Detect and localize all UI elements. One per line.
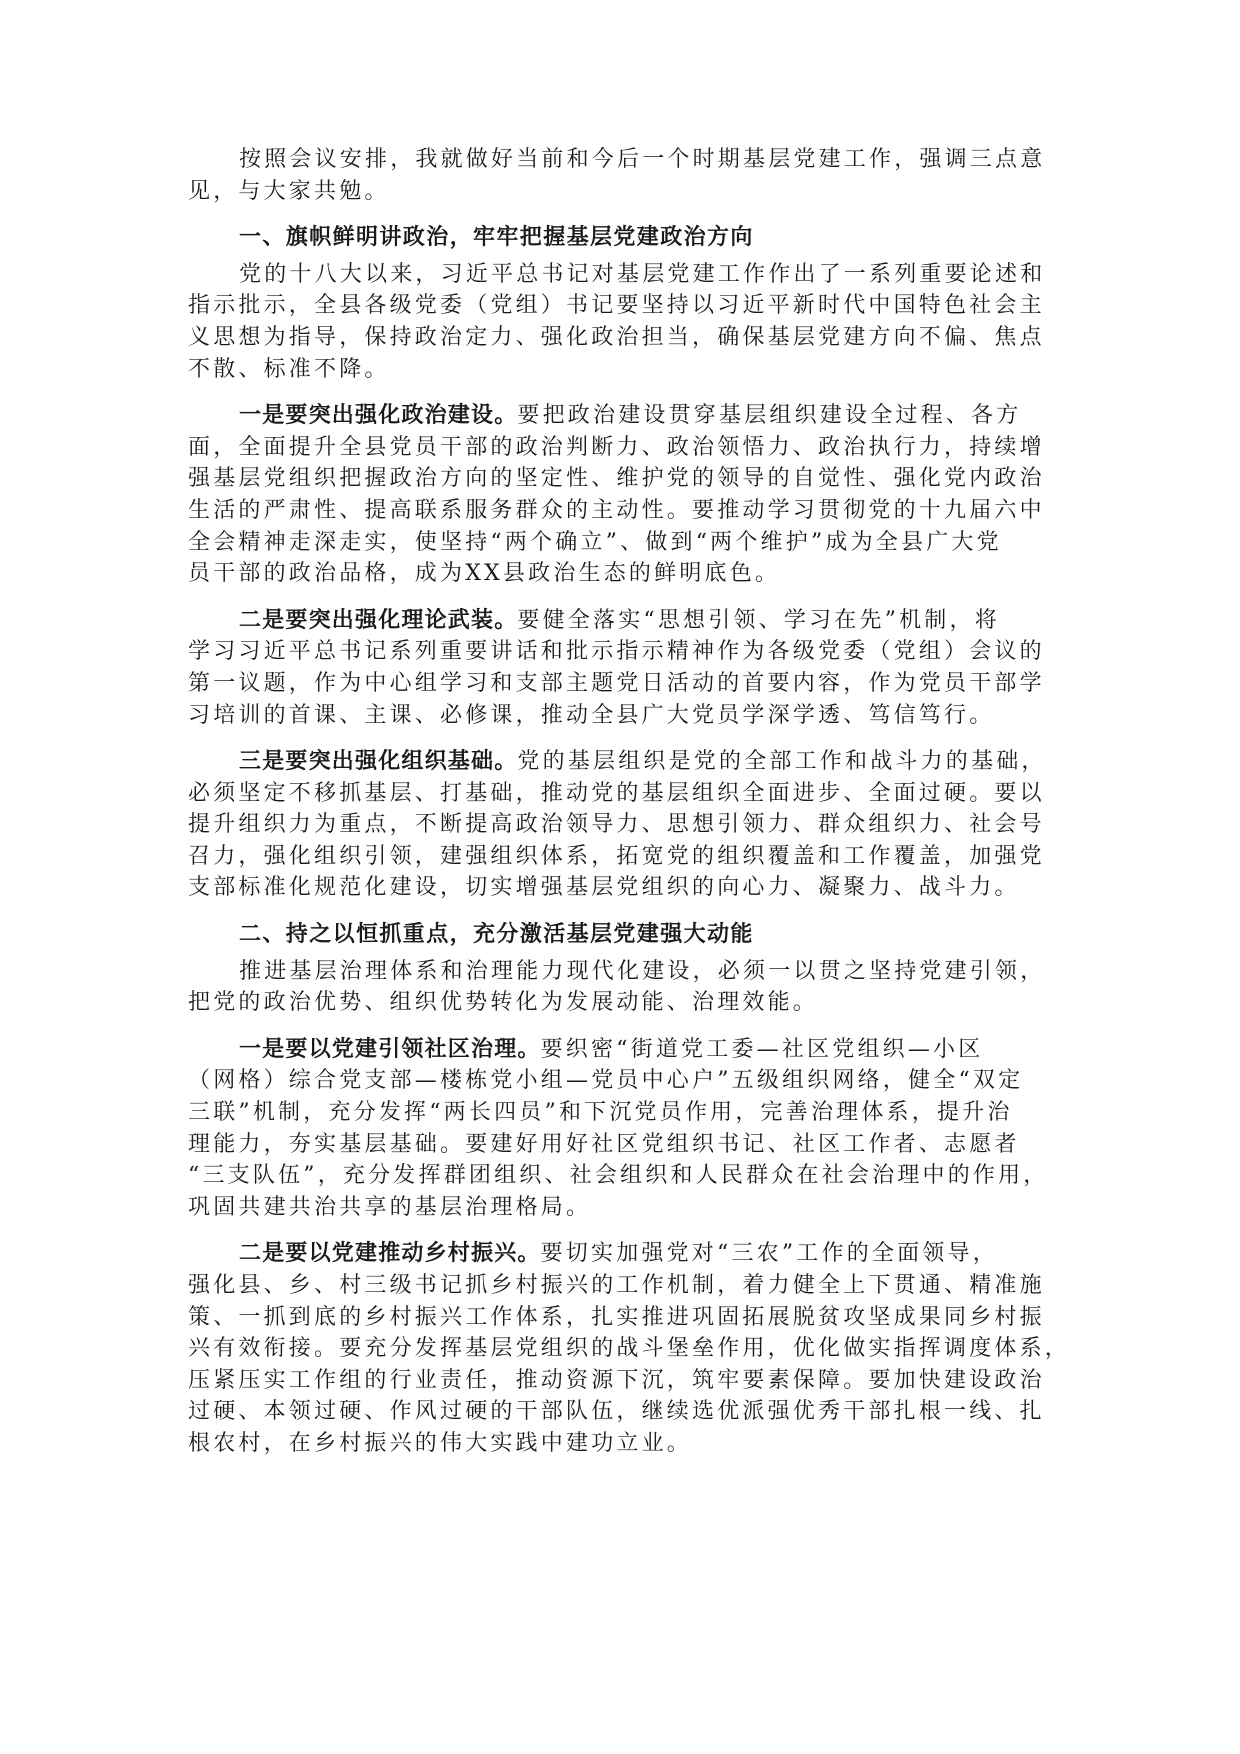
text-line bbox=[188, 1238, 1054, 1270]
text-line: （网格）综合党支部—楼栋党小组—党员中心户”五级组织网络，健全“双定 bbox=[188, 1068, 1024, 1094]
text-line: 召力，强化组织引领，建强组织体系，拓宽党的组织覆盖和工作覆盖，加强党 bbox=[188, 843, 1045, 869]
text-line: 员干部的政治品格，成为XX县政治生态的鲜明底色。 bbox=[188, 561, 781, 587]
text-line: 把党的政治优势、组织优势转化为发展动能、治理效能。 bbox=[188, 990, 819, 1016]
text-line: 巩固共建共治共享的基层治理格局。 bbox=[188, 1194, 592, 1220]
point-lead: 一是要突出强化政治建设。 bbox=[239, 403, 518, 429]
text-line: 指示批示，全县各级党委（党组）书记要坚持以习近平新时代中国特色社会主 bbox=[188, 293, 1045, 319]
text-line bbox=[188, 605, 1054, 637]
section1-point-2 bbox=[188, 605, 1054, 731]
text-line bbox=[188, 746, 1054, 778]
text-line: 理能力，夯实基层基础。要建好用好社区党组织书记、社区工作者、志愿者 bbox=[188, 1131, 1020, 1157]
section2-point-2 bbox=[188, 1238, 1071, 1459]
section1-point-3 bbox=[188, 746, 1054, 904]
text-line bbox=[188, 1034, 1054, 1066]
text-line: 义思想为指导，保持政治定力、强化政治担当，确保基层党建方向不偏、焦点 bbox=[188, 324, 1045, 350]
intro-paragraph bbox=[188, 144, 1054, 207]
point-text: 要健全落实“思想引领、学习在先”机制，将 bbox=[517, 607, 1000, 633]
text-line: 按照会议安排，我就做好当前和今后一个时期基层党建工作，强调三点意 bbox=[239, 147, 1046, 172]
point-text: 党的基层组织是党的全部工作和战斗力的基础， bbox=[517, 749, 1047, 775]
section-heading-1 bbox=[188, 222, 1054, 254]
text-line: 面，全面提升全县党员干部的政治判断力、政治领悟力、政治执行力，持续增 bbox=[188, 434, 1045, 460]
point-lead: 一是要以党建引领社区治理。 bbox=[239, 1036, 541, 1062]
section2-intro-paragraph bbox=[188, 956, 1054, 1019]
text-line: 压紧压实工作组的行业责任，推动资源下沉，筑牢要素保障。要加快建设政治 bbox=[188, 1367, 1045, 1393]
section2-point-1 bbox=[188, 1034, 1054, 1224]
heading-text: 一、旗帜鲜明讲政治，牢牢把握基层党建政治方向 bbox=[239, 225, 754, 251]
text-line: 强化县、乡、村三级书记抓乡村振兴的工作机制，着力健全上下贯通、精准施 bbox=[188, 1273, 1045, 1298]
document-page bbox=[188, 144, 1071, 1475]
text-line: 学习习近平总书记系列重要讲话和批示指示精神作为各级党委（党组）会议的 bbox=[188, 639, 1045, 665]
section1-intro-paragraph bbox=[188, 259, 1054, 385]
text-line: 兴有效衔接。要充分发挥基层党组织的战斗堡垒作用，优化做实指挥调度体系， bbox=[188, 1336, 1071, 1362]
point-lead: 二是要突出强化理论武装。 bbox=[239, 607, 518, 633]
point-text: 要切实加强党对“三农”工作的全面领导， bbox=[540, 1241, 998, 1267]
text-line: 全会精神走深走实，使坚持“两个确立”、做到“两个维护”成为全县广大党 bbox=[188, 529, 1002, 555]
text-line: 必须坚定不移抓基层、打基础，推动党的基层组织全面进步、全面过硬。要以 bbox=[188, 780, 1045, 806]
text-line: 提升组织力为重点，不断提高政治领导力、思想引领力、群众组织力、社会号 bbox=[188, 812, 1045, 838]
text-line: 不散、标准不降。 bbox=[188, 356, 390, 382]
text-line: 推进基层治理体系和治理能力现代化建设，必须一以贯之坚持党建引领， bbox=[239, 958, 1046, 984]
point-text: 要把政治建设贯穿基层组织建设全过程、各方 bbox=[517, 403, 1022, 429]
text-line: 生活的严肃性、提高联系服务群众的主动性。要推动学习贯彻党的十九届六中 bbox=[188, 497, 1045, 523]
point-text: 要织密“街道党工委—社区党组织—小区 bbox=[540, 1036, 984, 1062]
text-line: 策、一抓到底的乡村振兴工作体系，扎实推进巩固拓展脱贫攻坚成果同乡村振 bbox=[188, 1304, 1045, 1330]
section-heading-2 bbox=[188, 919, 1054, 951]
text-line: 习培训的首课、主课、必修课，推动全县广大党员学深学透、笃信笃行。 bbox=[188, 702, 995, 728]
text-line: 党的十八大以来，习近平总书记对基层党建工作作出了一系列重要论述和 bbox=[239, 261, 1046, 287]
text-line: 支部标准化规范化建设，切实增强基层党组织的向心力、凝聚力、战斗力。 bbox=[188, 875, 1020, 901]
section1-point-1 bbox=[188, 400, 1054, 590]
text-line: 第一议题，作为中心组学习和支部主题党日活动的首要内容，作为党员干部学 bbox=[188, 670, 1045, 696]
heading-text: 二、持之以恒抓重点，充分激活基层党建强大动能 bbox=[239, 922, 754, 948]
text-line: 过硬、本领过硬、作风过硬的干部队伍，继续选优派强优秀干部扎根一线、扎 bbox=[188, 1399, 1045, 1425]
text-line: “三支队伍”，充分发挥群团组织、社会组织和人民群众在社会治理中的作用， bbox=[188, 1163, 1049, 1189]
point-lead: 二是要以党建推动乡村振兴。 bbox=[239, 1241, 541, 1267]
text-line: 见，与大家共勉。 bbox=[188, 178, 390, 204]
text-line: 三联”机制，充分发挥“两长四员”和下沉党员作用，完善治理体系，提升治 bbox=[188, 1100, 1013, 1126]
text-line: 强基层党组织把握政治方向的坚定性、维护党的领导的自觉性、强化党内政治 bbox=[188, 466, 1045, 492]
text-line: 根农村，在乡村振兴的伟大实践中建功立业。 bbox=[188, 1430, 693, 1456]
point-lead: 三是要突出强化组织基础。 bbox=[239, 749, 518, 775]
text-line bbox=[188, 400, 1054, 432]
